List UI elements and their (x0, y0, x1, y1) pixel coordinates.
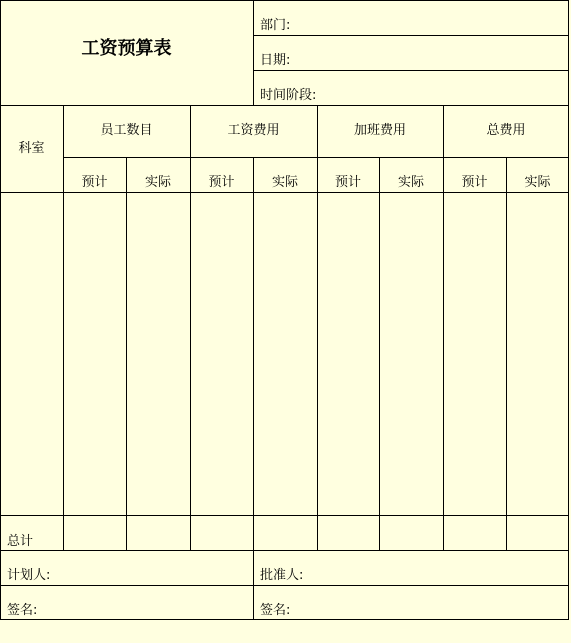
data-cell-total-actual[interactable] (507, 193, 568, 515)
data-cell-wages-planned[interactable] (191, 193, 253, 515)
data-cell-total-planned[interactable] (444, 193, 506, 515)
group-header-overtime: 加班费用 (353, 123, 406, 138)
department-column-header: 科室 (18, 141, 45, 156)
subheader-total-actual: 实际 (524, 175, 551, 190)
department-field[interactable]: 部门: (260, 18, 291, 33)
data-cell-wages-actual[interactable] (254, 193, 317, 515)
data-cell-headcount-planned[interactable] (64, 193, 126, 515)
subheader-wages-planned: 预计 (208, 175, 235, 190)
data-cell-overtime-actual[interactable] (380, 193, 443, 515)
signature-left-field[interactable]: 签名: (7, 603, 38, 618)
group-header-headcount: 员工数目 (100, 123, 153, 138)
subheader-headcount-planned: 预计 (81, 175, 108, 190)
approver-field[interactable]: 批准人: (260, 568, 304, 583)
data-cell-department[interactable] (1, 193, 63, 515)
subheader-total-planned: 预计 (461, 175, 488, 190)
group-header-wages: 工资费用 (227, 123, 280, 138)
data-cell-overtime-planned[interactable] (318, 193, 379, 515)
subheader-headcount-actual: 实际 (144, 175, 171, 190)
period-field[interactable]: 时间阶段: (260, 88, 317, 103)
data-cell-headcount-actual[interactable] (127, 193, 190, 515)
group-header-total-cost: 总费用 (486, 123, 526, 138)
page-title: 工资预算表 (81, 38, 172, 59)
signature-right-field[interactable]: 签名: (260, 603, 291, 618)
subheader-wages-actual: 实际 (271, 175, 298, 190)
planner-field[interactable]: 计划人: (7, 568, 51, 583)
subheader-overtime-planned: 预计 (334, 175, 361, 190)
total-row-label: 总计 (7, 534, 34, 549)
subheader-overtime-actual: 实际 (397, 175, 424, 190)
date-field[interactable]: 日期: (260, 53, 291, 68)
